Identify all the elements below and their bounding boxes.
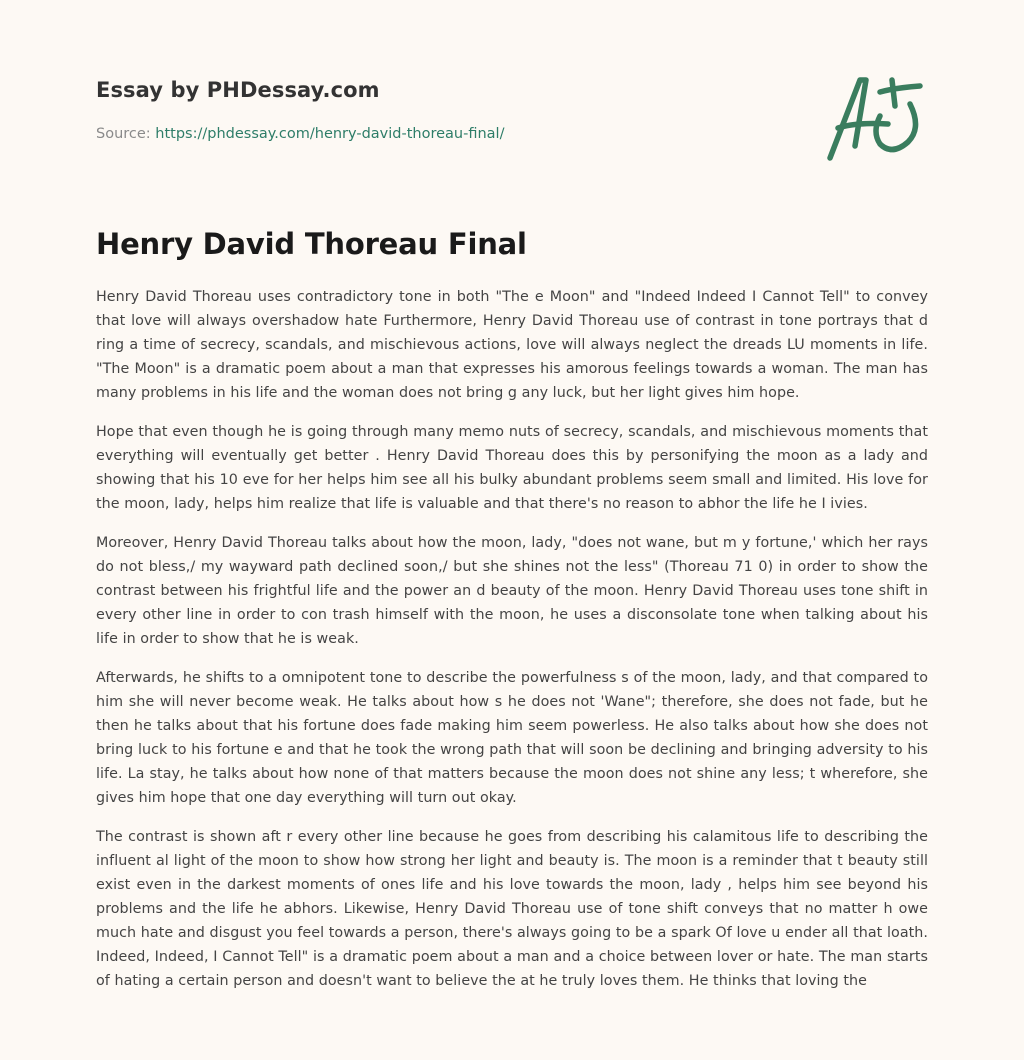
page-header bbox=[96, 76, 856, 144]
essay-paragraph: Hope that even though he is going through many memo nuts of secrecy, scandals, and mischievous moments that everything will eventually get better . Henry David Thoreau does this by personifying the moon as a lady and showing that his 10 eve for her helps him see all his bulky abundant problems seem small and limited. His love for the moon, lady, helps him realize that life is valuable and that there's no reason to abhor the life he I ivies. bbox=[96, 424, 928, 512]
essay-paragraph: Moreover, Henry David Thoreau talks about how the moon, lady, "does not wane, but m y fortune,' which her rays do not bless,/ my wayward path declined soon,/ but she shines not the less" (Thoreau 71 0) in order to show the contrast between his frightful life and the power an d beauty of the moon. Henry David Thoreau uses tone shift in every other line in order to con trash himself with the moon, he uses a disconsolate tone when talking about his life in order to show that he is weak. bbox=[96, 535, 928, 647]
source-link[interactable]: https://phdessay.com/henry-david-thoreau-final/ bbox=[155, 126, 505, 142]
source-label: Source: bbox=[96, 126, 156, 142]
essay-paragraph: Henry David Thoreau uses contradictory tone in both "The e Moon" and "Indeed Indeed I Cannot Tell" to convey that love will always overshadow hate Furthermore, Henry David Thoreau use of contrast in tone portrays that d ring a time of secrecy, scandals, and mischievous actions, love will always neglect the dreads LU moments in life. "The Moon" is a dramatic poem about a man that expresses his amorous feelings towards a woman. The man has many problems in his life and the woman does not bring g any luck, but her light gives him hope. bbox=[96, 289, 928, 401]
essay-body bbox=[96, 285, 928, 1008]
essay-paragraph: The contrast is shown aft r every other line because he goes from describing his calamitous life to describing the influent al light of the moon to show how strong her light and beauty is. The moon is a reminder that t beauty still exist even in the darkest moments of ones life and his love towards the moon, lady , helps him see beyond his problems and the life he abhors. Likewise, Henry David Thoreau use of tone shift conveys that no matter h owe much hate and disgust you feel towards a person, there's always going to be a spark Of love u ender all that loath. Indeed, Indeed, I Cannot Tell" is a dramatic poem about a man and a choice between lover or hate. The man starts of hating a certain person and doesn't want to believe the at he truly loves them. He thinks that loving the bbox=[96, 829, 928, 989]
a-plus-grade-icon bbox=[822, 66, 932, 166]
essay-title: Henry David Thoreau Final bbox=[96, 227, 527, 261]
essay-paragraph: Afterwards, he shifts to a omnipotent tone to describe the powerfulness s of the moon, lady, and that compared to him she will never become weak. He talks about how s he does not 'Wane"; therefore, she does not fade, but he then he talks about that his fortune does fade making him seem powerless. He also talks about how she does not bring luck to his fortune e and that he took the wrong path that will soon be declining and bringing adversity to his life. La stay, he talks about how none of that matters because the moon does not shine any less; t wherefore, she gives him hope that one day everything will turn out okay. bbox=[96, 670, 928, 806]
source-line bbox=[96, 124, 856, 144]
brand-title: Essay by PHDessay.com bbox=[96, 78, 380, 102]
